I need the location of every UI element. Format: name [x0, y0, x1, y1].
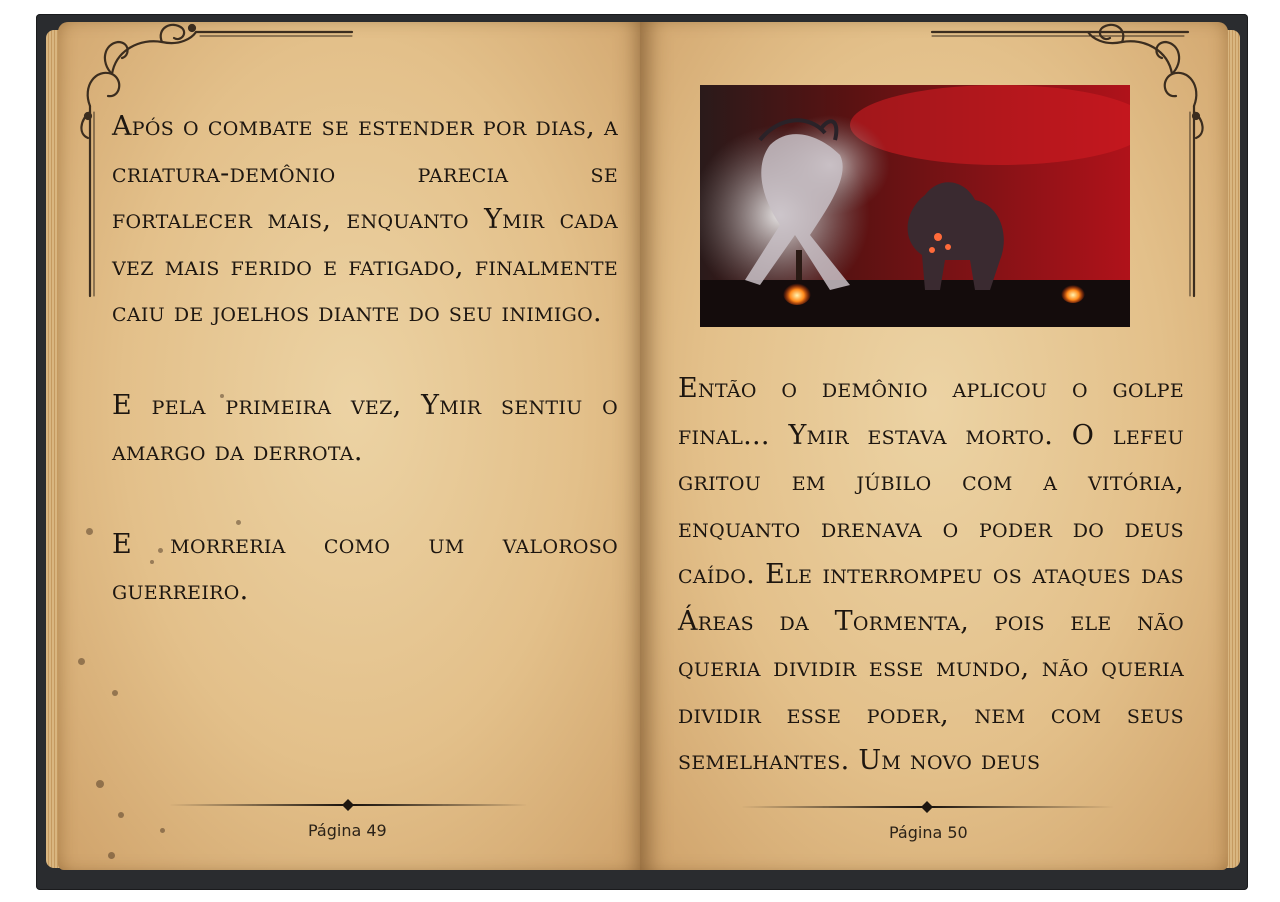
- paragraph: E pela primeira vez, Ymir sentiu o amargo da derrota.: [112, 389, 618, 467]
- paragraph: Após o combate se estender por dias, a criatura-demônio parecia se fortalecer mais, enquanto Ymir cada vez mais ferido e fatigado, finalmente caiu de joelhos diante do seu inimigo.: [112, 111, 618, 328]
- page-edges-right: [1226, 30, 1240, 868]
- page-number-left: Página 49: [308, 821, 387, 840]
- right-page-text: [678, 366, 1184, 785]
- left-page-text: [112, 104, 618, 615]
- page-divider-left: [168, 796, 528, 814]
- battle-scene-illustration: [700, 85, 1130, 327]
- page-divider-right: [740, 798, 1114, 816]
- page-number-right: Página 50: [889, 823, 968, 842]
- paragraph: E morreria como um valoroso guerreiro.: [112, 528, 618, 606]
- paragraph: Então o demônio aplicou o golpe final... Ymir estava morto. O lefeu gritou em júbilo com a vitória, enquanto drenava o poder do deus caído. Ele interrompeu os ataques das Áreas da Tormenta, pois ele não queria dividir esse mundo, não queria dividir esse poder, nem com seus semelhantes. Um novo deus: [678, 373, 1184, 776]
